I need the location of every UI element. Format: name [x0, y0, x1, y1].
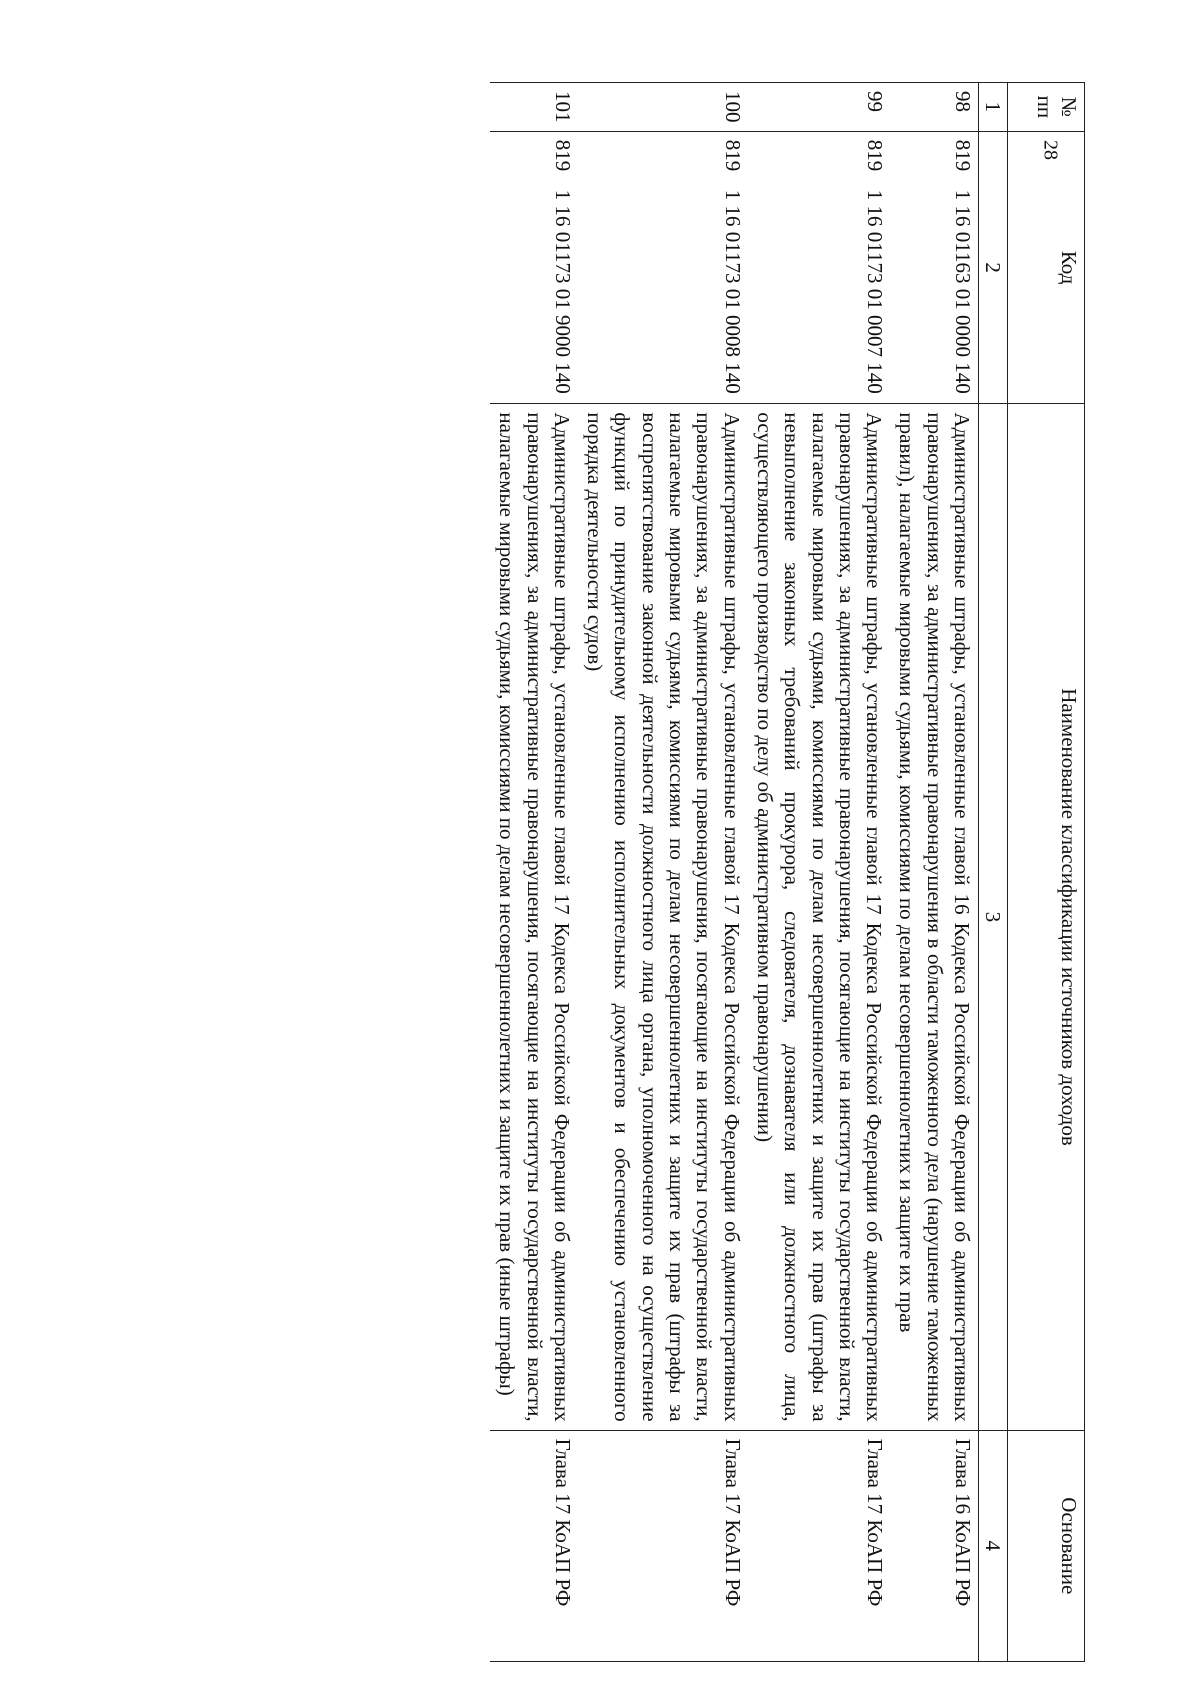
column-number: 3	[979, 404, 1008, 1430]
ministry-code: 819	[863, 139, 888, 172]
legal-basis: Глава 17 КоАП РФ	[748, 1430, 890, 1661]
table-header-row	[1008, 83, 1085, 1662]
ministry-code: 819	[951, 139, 975, 172]
column-number: 2	[979, 131, 1008, 404]
header-no: № пп	[1008, 83, 1085, 132]
column-number: 1	[979, 83, 1008, 132]
row-number: 98	[890, 83, 978, 132]
row-number: 100	[578, 83, 748, 132]
column-number-row	[979, 83, 1008, 1662]
revenue-name: Административные штрафы, установленные главой 16 Кодекса Российской Федерации об административных правонарушениях, за административные правонарушения в области таможенного дела (нарушение таможенных правил), налагаемые мировыми судьями, комиссиями по делам несовершеннолетних и защите их прав	[890, 404, 978, 1430]
legal-basis: Глава 17 КоАП РФ	[578, 1430, 748, 1661]
page-number: 28	[1039, 140, 1062, 160]
legal-basis: Глава 17 КоАП РФ	[490, 1430, 578, 1661]
table-row	[578, 83, 748, 1662]
header-name: Наименование классификации источников доходов	[1008, 404, 1085, 1430]
revenue-code: 1 16 01163 01 0000 140	[951, 189, 975, 394]
revenue-name: Административные штрафы, установленные главой 17 Кодекса Российской Федерации об административных правонарушениях, за административные правонарушения, посягающие на институты государственной власти, налагаемые мировыми судьями, комиссиями по делам несовершеннолетних и защите их прав (иные штрафы)	[490, 404, 578, 1430]
header-code: Код	[1008, 131, 1085, 404]
revenue-code: 1 16 01173 01 0008 140	[720, 189, 745, 394]
code-cell	[490, 131, 578, 404]
column-number: 4	[979, 1430, 1008, 1661]
row-number: 101	[490, 83, 578, 132]
rotated-table-container	[165, 82, 1085, 1662]
revenue-name: Административные штрафы, установленные главой 17 Кодекса Российской Федерации об административных правонарушениях, за административные правонарушения, посягающие на институты государственной власти, налагаемые мировыми судьями, комиссиями по делам несовершеннолетних и защите их прав (штрафы за невыполнение законных требований прокурора, следователя, дознавателя или должностного лица, осуществляющего производство по делу об административном правонарушении)	[748, 404, 890, 1430]
header-basis: Основание	[1008, 1430, 1085, 1661]
revenue-classification-table	[490, 82, 1085, 1662]
legal-basis: Глава 16 КоАП РФ	[890, 1430, 978, 1661]
code-cell	[578, 131, 748, 404]
revenue-code: 1 16 01173 01 0007 140	[863, 189, 888, 394]
ministry-code: 819	[550, 139, 575, 172]
revenue-name: Административные штрафы, установленные главой 17 Кодекса Российской Федерации об административных правонарушениях, за административные правонарушения, посягающие на институты государственной власти, налагаемые мировыми судьями, комиссиями по делам несовершеннолетних и защите их прав (штрафы за воспрепятствование законной деятельности должностного лица органа, уполномоченного на осуществление функций по принудительному исполнению исполнительных документов и обеспечению установленного порядка деятельности судов)	[578, 404, 748, 1430]
ministry-code: 819	[720, 139, 745, 172]
table-row	[748, 83, 890, 1662]
code-cell	[890, 131, 978, 404]
code-cell	[748, 131, 890, 404]
table-row	[890, 83, 978, 1662]
row-number: 99	[748, 83, 890, 132]
revenue-code: 1 16 01173 01 9000 140	[550, 189, 575, 394]
table-row	[490, 83, 578, 1662]
